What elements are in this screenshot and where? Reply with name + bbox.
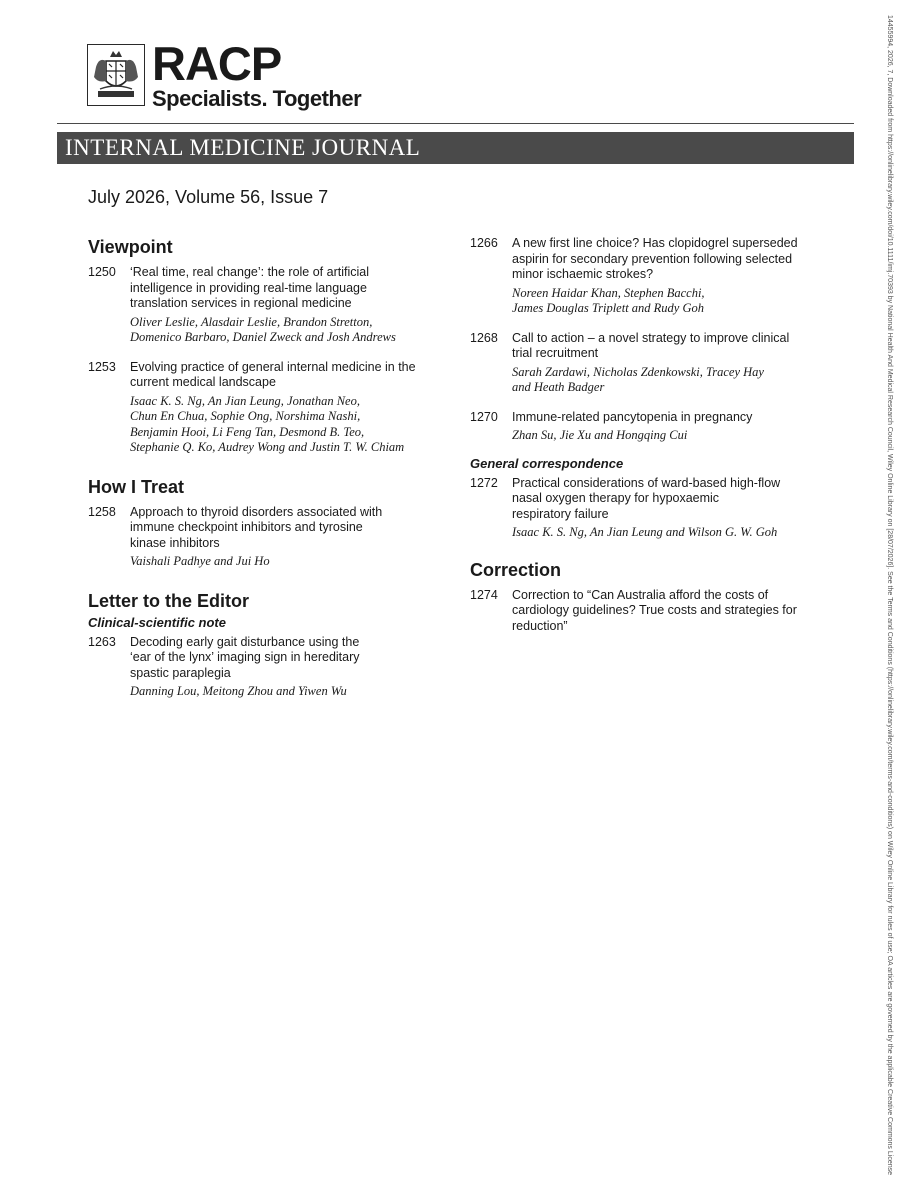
toc-entry[interactable]: [88, 635, 438, 700]
toc-entry[interactable]: [470, 588, 820, 635]
logo-tagline: Specialists. Together: [152, 86, 362, 111]
article-title[interactable]: Approach to thyroid disorders associated with immune checkpoint inhibitors and tyrosine kinase inhibitors: [130, 504, 383, 550]
issue-line: July 2026, Volume 56, Issue 7: [88, 187, 329, 207]
article-authors: Isaac K. S. Ng, An Jian Leung and Wilson G. W. Goh: [512, 525, 778, 539]
page-number: 1272: [470, 475, 498, 490]
article-title[interactable]: Correction to “Can Australia afford the costs of cardiology guidelines? True costs and strategies for reduction”: [512, 587, 797, 633]
header-rule: [57, 123, 854, 124]
article-title[interactable]: A new first line choice? Has clopidogrel superseded aspirin for secondary prevention following selected minor ischaemic strokes?: [512, 236, 798, 281]
page-number: 1274: [470, 587, 498, 602]
coat-of-arms-icon: [87, 44, 145, 106]
page-number: 1263: [88, 634, 116, 649]
article-title[interactable]: Immune-related pancytopenia in pregnancy: [512, 409, 753, 424]
article-title[interactable]: ‘Real time, real change’: the role of artificial intelligence in providing real-time language translation services in regional medicine: [130, 265, 370, 310]
page-number: 1266: [470, 236, 498, 250]
subsection-heading-general-correspondence: General correspondence: [470, 455, 624, 471]
page-number: 1250: [88, 265, 116, 279]
toc-entry[interactable]: [470, 331, 820, 396]
section-heading-correction: Correction: [470, 559, 562, 580]
article-authors: Sarah Zardawi, Nicholas Zdenkowski, Tracey Hay and Heath Badger: [512, 364, 764, 394]
toc-entry[interactable]: [88, 360, 438, 456]
toc-entry[interactable]: [88, 505, 438, 570]
logo-wordmark: RACP: [152, 37, 282, 90]
article-authors: Zhan Su, Jie Xu and Hongqing Cui: [512, 428, 688, 442]
article-authors: Noreen Haidar Khan, Stephen Bacchi, James Douglas Triplett and Rudy Goh: [512, 285, 705, 315]
section-heading-viewpoint: Viewpoint: [88, 237, 173, 257]
journal-banner: [57, 132, 854, 164]
article-authors: Vaishali Padhye and Jui Ho: [130, 554, 270, 568]
section-heading-how-i-treat: How I Treat: [88, 476, 185, 497]
page-number: 1253: [88, 359, 116, 374]
article-title[interactable]: Evolving practice of general internal medicine in the current medical landscape: [130, 359, 416, 389]
article-authors: Danning Lou, Meitong Zhou and Yiwen Wu: [130, 684, 347, 698]
page-number: 1258: [88, 504, 116, 519]
article-authors: Isaac K. S. Ng, An Jian Leung, Jonathan Neo, Chun En Chua, Sophie Ong, Norshima Nashi, Benjamin Hooi, Li Feng Tan, Desmond B. Teo, Stephanie Q. Ko, Audrey Wong and Justin T. W. Chiam: [130, 393, 405, 454]
article-title[interactable]: Call to action – a novel strategy to improve clinical trial recruitment: [512, 330, 790, 360]
article-title[interactable]: Decoding early gait disturbance using the ‘ear of the lynx’ imaging sign in hereditary spastic paraplegia: [130, 634, 360, 680]
page-number: 1270: [470, 409, 498, 424]
toc-right-column: [470, 236, 820, 634]
journal-name: INTERNAL MEDICINE JOURNAL: [65, 135, 421, 160]
toc-entry[interactable]: [470, 476, 820, 541]
download-notice: [884, 15, 900, 1185]
article-authors: Oliver Leslie, Alasdair Leslie, Brandon Stretton, Domenico Barbaro, Daniel Zweck and Josh Andrews: [130, 314, 396, 344]
section-heading-letter: Letter to the Editor: [88, 590, 249, 611]
article-title[interactable]: Practical considerations of ward-based high-flow nasal oxygen therapy for hypoxaemic respiratory failure: [512, 475, 781, 521]
page-number: 1268: [470, 330, 498, 345]
toc-entry[interactable]: [470, 410, 820, 444]
toc-left-column: [88, 236, 438, 700]
subsection-heading-clinical-note: Clinical-scientific note: [88, 614, 226, 630]
toc-entry[interactable]: [470, 236, 820, 317]
download-notice-text: 14455994, 2026, 7, Downloaded from https://onlinelibrary.wiley.com/doi/10.1111/imj.70393 by National Health And Medical Research Council, Wiley Online Library on [28/07/2026]. See the Terms and Conditions (https://onlinelibrary.wiley.com/terms-and-conditions) on Wiley Online Library for rules of use; OA articles are governed by the applicable Creative Commons License: [886, 15, 893, 1176]
toc-entry[interactable]: [88, 265, 438, 346]
